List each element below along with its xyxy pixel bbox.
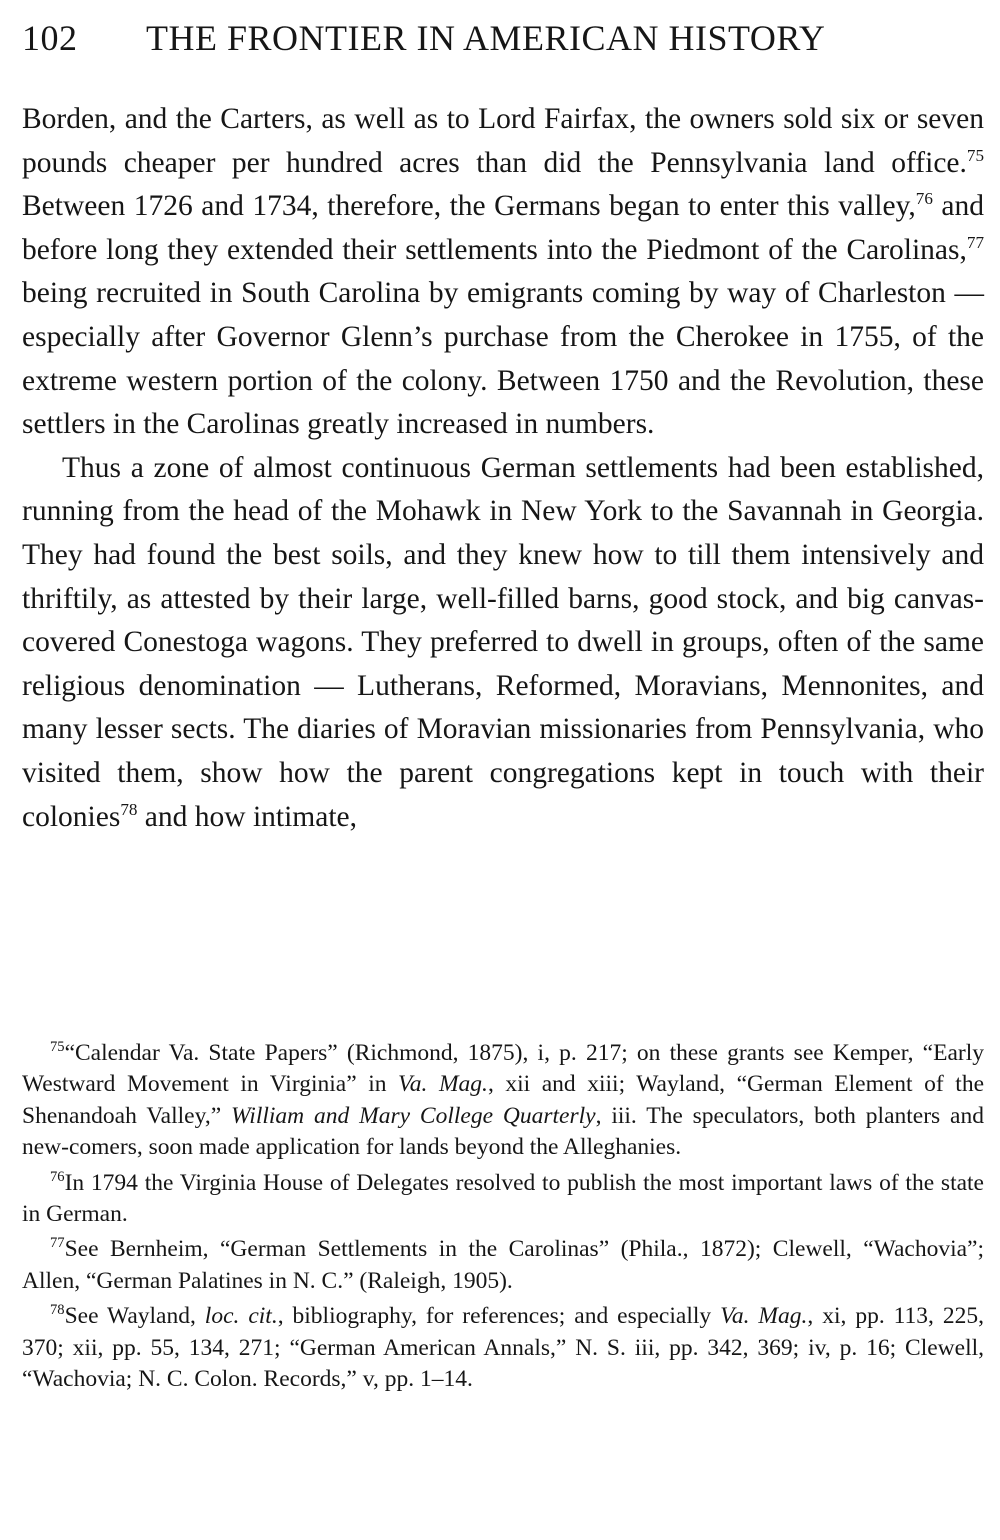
footnote-number: 78	[50, 1302, 65, 1319]
text-run: Borden, and the Carters, as well as to Lord Fairfax, the owners sold six or seven pounds cheaper per hundred acres than did the Pennsylvania land office.	[22, 103, 984, 179]
footnote-76	[22, 1168, 984, 1231]
footnote-italic: William and Mary College Quarterly	[231, 1102, 596, 1129]
text-run: and before long they extended their settlements into the Piedmont of the Carolinas,	[22, 190, 985, 266]
footnote-ref-75[interactable]: 75	[966, 145, 984, 165]
footnote-text: , bibliography, for references; and especially	[277, 1303, 721, 1330]
footnote-number: 76	[50, 1168, 65, 1185]
footnotes	[22, 1038, 984, 1399]
footnote-text: , xii and xiii; Wayland, “German Element of the Shenandoah Valley,”	[22, 1071, 984, 1129]
footnote-ref-78[interactable]: 78	[120, 799, 138, 819]
page-number: 102	[22, 18, 78, 58]
footnote-text: “Calendar Va. State Papers” (Richmond, 1875), i, p. 217; on these grants see Kemper, “Early Westward Movement in Virginia” in	[22, 1040, 984, 1098]
footnote-italic: Va. Mag.	[720, 1303, 808, 1330]
footnote-italic: Va. Mag.	[398, 1071, 488, 1098]
running-title: THE FRONTIER IN AMERICAN HISTORY	[146, 18, 826, 58]
footnote-75	[22, 1038, 984, 1164]
footnote-text: , iii. The speculators, both planters and new-comers, soon made application for lands beyond the Alleghanies.	[22, 1102, 984, 1161]
footnote-78	[22, 1301, 984, 1395]
footnote-77	[22, 1234, 984, 1297]
main-text	[22, 98, 984, 839]
paragraph	[22, 447, 984, 839]
footnote-text: See Wayland,	[64, 1303, 205, 1330]
text-run: and how intimate,	[137, 800, 357, 833]
text-run: being recruited in South Carolina by emigrants coming by way of Charleston — especially after Governor Glenn’s purchase from the Cherokee in 1755, of the extreme western portion of the colony. Between 1750 and the Revolution, these settlers in the Carolinas greatly increased in numbers.	[22, 277, 984, 441]
footnote-ref-77[interactable]: 77	[966, 232, 984, 252]
footnote-text: See Bernheim, “German Settlements in the Carolinas” (Phila., 1872); Clewell, “Wachovia”; Allen, “German Palatines in N. C.” (Raleigh, 1905).	[22, 1236, 984, 1294]
paragraph-continued	[22, 98, 984, 447]
footnote-number: 77	[50, 1235, 65, 1252]
text-run: Between 1726 and 1734, therefore, the Germans began to enter this valley,	[22, 190, 916, 223]
footnote-text: , xi, pp. 113, 225, 370; xii, pp. 55, 134, 271; “German American Annals,” N. S. iii, pp. 342, 369; iv, p. 16; Clewell, “Wachovia; N. C. Colon. Records,” v, pp. 1–14.	[22, 1303, 984, 1393]
footnote-ref-76[interactable]: 76	[915, 189, 933, 209]
footnote-text: In 1794 the Virginia House of Delegates resolved to publish the most important laws of the state in German.	[22, 1169, 984, 1228]
running-header	[22, 14, 982, 62]
text-run: Thus a zone of almost continuous German settlements had been established, running from the head of the Mohawk in New York to the Savannah in Georgia. They had found the best soils, and they knew how to till them intensively and thriftily, as attested by their large, well-filled barns, good stock, and big canvas-covered Conestoga wagons. They preferred to dwell in groups, often of the same religious denomination — Lutherans, Reformed, Moravians, Mennonites, and many lesser sects. The diaries of Moravian missionaries from Pennsylvania, who visited them, show how the parent congregations kept in touch with their colonies	[22, 451, 984, 833]
footnote-number: 75	[50, 1039, 65, 1056]
footnote-italic: loc. cit.	[204, 1303, 278, 1330]
